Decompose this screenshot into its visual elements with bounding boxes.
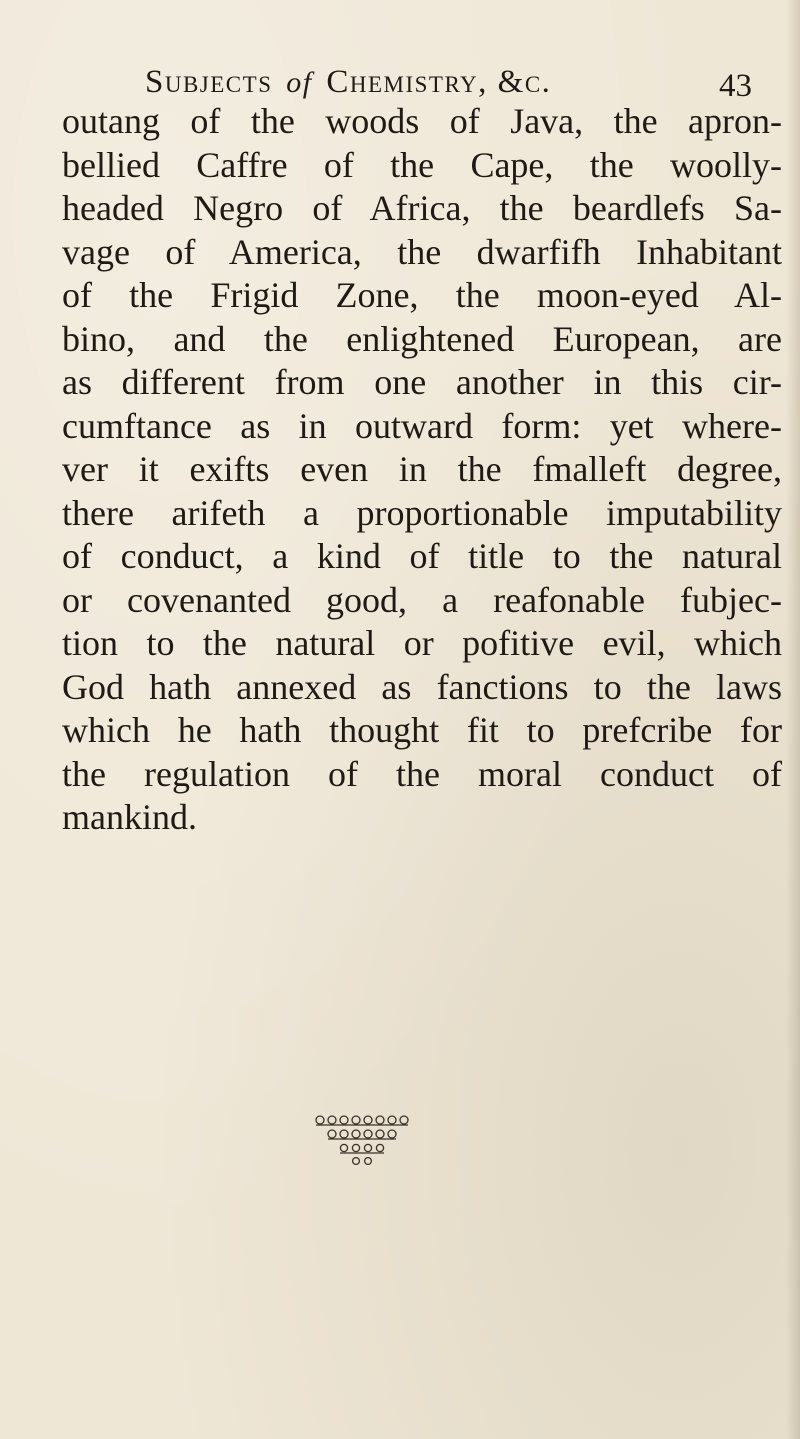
text-line: headed Negro of Africa, the beardlefs Sa- bbox=[62, 188, 782, 228]
text-line: vage of America, the dwarfifh Inhabitant bbox=[62, 231, 782, 272]
page-number: 43 bbox=[719, 68, 752, 104]
text-line: which he hath thought fit to prefcribe for bbox=[62, 710, 782, 750]
text-line: the regulation of the moral conduct of bbox=[62, 753, 782, 794]
text-line: God hath annexed as fanctions to the laws bbox=[62, 666, 782, 707]
text-line: cumftance as in outward form: yet where- bbox=[62, 405, 782, 446]
body-paragraph bbox=[62, 100, 782, 840]
text-line: of the Frigid Zone, the moon-eyed Al- bbox=[62, 275, 782, 315]
text-line: bino, and the enlightened European, are bbox=[62, 318, 782, 359]
text-line: as different from one another in this cir- bbox=[62, 362, 782, 402]
running-head-subjects: Subjects bbox=[145, 64, 273, 100]
text-line: bellied Caffre of the Cape, the woolly- bbox=[62, 144, 782, 185]
text-line: or covenanted good, a reafonable fubjec- bbox=[62, 579, 782, 620]
running-head-of: of bbox=[286, 66, 313, 99]
tailpiece-ornament-icon bbox=[310, 1110, 420, 1170]
text-line: outang of the woods of Java, the apron- bbox=[62, 101, 782, 141]
running-head bbox=[145, 62, 785, 102]
text-line: mankind. bbox=[62, 797, 197, 837]
page-edge-shadow bbox=[786, 0, 800, 1439]
running-head-chemistry: Chemistry, &c. bbox=[326, 64, 552, 100]
text-line: there arifeth a proportionable imputability bbox=[62, 492, 782, 533]
text-line: tion to the natural or pofitive evil, which bbox=[62, 623, 782, 663]
text-line: ver it exifts even in the fmalleft degree, bbox=[62, 449, 782, 489]
text-line: of conduct, a kind of title to the natural bbox=[62, 536, 782, 576]
